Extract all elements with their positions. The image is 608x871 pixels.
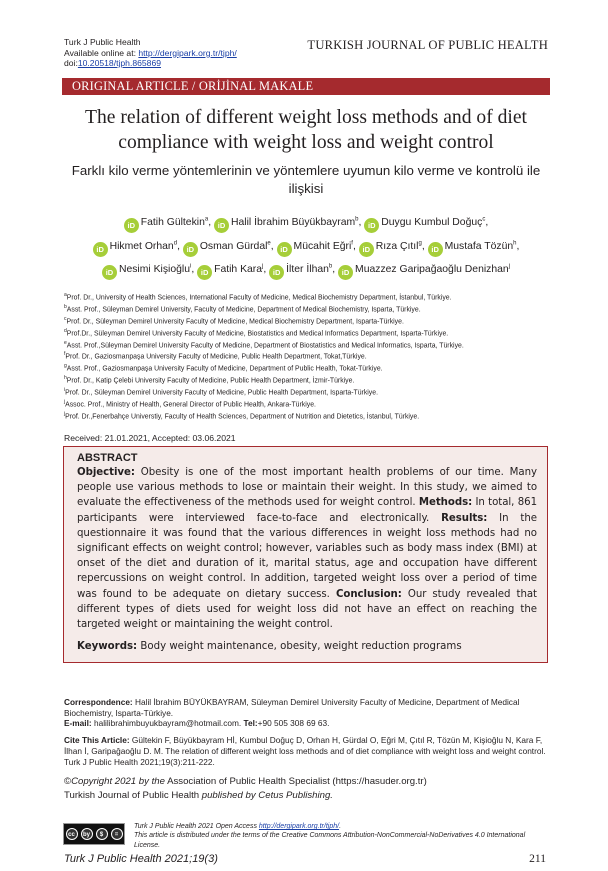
author-separator: , bbox=[516, 240, 520, 252]
orcid-icon[interactable]: iD bbox=[93, 242, 108, 257]
orcid-icon[interactable]: iD bbox=[124, 218, 139, 233]
author-separator: , bbox=[263, 264, 267, 276]
cc-license-badge[interactable] bbox=[63, 823, 125, 845]
journal-short-name: Turk J Public Health bbox=[64, 37, 141, 47]
author-name: Duygu Kumbul Doğuç bbox=[381, 217, 483, 229]
author-affiliation-mark: j bbox=[262, 263, 264, 270]
affiliations bbox=[64, 291, 548, 422]
abstract-box bbox=[63, 446, 548, 663]
keywords: Keywords: Body weight maintenance, obesity, weight reduction programs bbox=[77, 641, 462, 653]
author-affiliation-mark: b bbox=[328, 263, 333, 270]
author-name: Mustafa Tözün bbox=[444, 240, 514, 252]
article-title: The relation of different weight loss methods and of diet compliance with weight loss and weight control bbox=[84, 107, 528, 153]
author-affiliation-mark: c bbox=[482, 217, 486, 223]
author-separator: , bbox=[358, 217, 362, 229]
doi-link[interactable]: 10.20518/tjph.865869 bbox=[77, 58, 162, 69]
author-name: Mücahit Eğri bbox=[293, 240, 352, 252]
orcid-icon[interactable]: iD bbox=[364, 218, 379, 233]
affiliation-item: $^d$Prof.Dr., Süleyman Demirel University Faculty of Medicine, Biostatistics and Medical Informatics Department, Isparta-Türkiye. bbox=[64, 327, 449, 337]
noncommercial-icon: $ bbox=[96, 828, 108, 840]
orcid-icon[interactable]: iD bbox=[277, 242, 292, 257]
affiliation-item: $^c$Prof. Dr., Süleyman Demirel University Faculty of Medicine, Medical Biochemistry Department, Isparta-Türkiye. bbox=[64, 315, 404, 326]
noderivs-icon: = bbox=[111, 828, 123, 840]
author-name: Nesimi Kişioğlu bbox=[118, 264, 190, 276]
affiliation-item: $^g$Asst. Prof., Gaziosmanpaşa University Faculty of Medicine, Department of Public Health, Tokat-Türkiye. bbox=[64, 363, 383, 373]
orcid-icon[interactable]: iD bbox=[338, 265, 353, 280]
affiliation-item: $^i$Prof. Dr., Süleyman Demirel University Faculty of Medicine, Public Health Department, Isparta-Türkiye. bbox=[64, 387, 378, 397]
author-name: Fatih Gültekin bbox=[140, 217, 205, 229]
journal-info bbox=[64, 37, 237, 69]
author-name: Fatih Kara bbox=[214, 264, 263, 276]
author-separator: , bbox=[485, 217, 489, 229]
author bbox=[197, 263, 267, 278]
contact: E-mail: halilibrahimbuyukbayram@hotmail.com. Tel:+90 505 308 69 63. bbox=[64, 718, 330, 729]
affiliation-item: $^f$Prof. Dr., Gaziosmanpaşa University Faculty of Medicine, Public Health Department, Tokat,Türkiye. bbox=[64, 351, 367, 361]
cite-this-article: Cite This Article: Gültekin F, Büyükbayram Hİ, Kumbul Doğuç D, Orhan H, Gürdal O, Eğri M, Çıtıl R, Tözün M, Kişioğlu N, Kara F, İlhan İ, Garipağaoğlu D. M. The relation of different weight loss methods and of diet compliance with weight loss and weight control. Turk J Public Health 2021;19(3):211-222. bbox=[64, 735, 546, 767]
page-number: 211 bbox=[529, 853, 546, 865]
orcid-icon[interactable]: iD bbox=[183, 242, 198, 257]
author bbox=[93, 241, 180, 252]
author-list bbox=[62, 210, 550, 280]
orcid-icon[interactable]: iD bbox=[359, 242, 374, 257]
author bbox=[359, 241, 425, 252]
license-text: Turk J Public Health 2021 Open Access http://dergipark.org.tr/tjph/. This article is distributed under the terms of the Creative Commons Attribution-NonCommercial-NoDerivatives 4.0 International License. bbox=[134, 823, 526, 849]
copyright-line: ©Copyright 2021 by the Association of Public Health Specialist (https://hasuder.org.tr) bbox=[64, 776, 427, 787]
author-separator: , bbox=[208, 217, 212, 229]
orcid-icon[interactable]: iD bbox=[269, 265, 284, 280]
publisher-line: Turkish Journal of Public Health published by Cetus Publishing. bbox=[64, 789, 333, 801]
journal-name: TURKISH JOURNAL OF PUBLIC HEALTH bbox=[307, 38, 548, 52]
author bbox=[277, 241, 356, 252]
doi: doi:10.20518/tjph.865869 bbox=[64, 58, 162, 69]
author-affiliation-mark: i bbox=[189, 263, 192, 270]
received-dates: Received: 21.01.2021, Accepted: 03.06.2021 bbox=[64, 433, 236, 443]
author-affiliation-mark: h bbox=[513, 240, 517, 247]
abstract-text: Objective: Obesity is one of the most important health problems of our time. Many people use various methods to lose or maintain their weight. In this study, we aimed to evaluate the effectiveness of the methods used for weight control. Methods: In total, 861 participants were interviewed face-to-face and electronically. Results: In the questionnaire it was found that the various differences in weight loss methods had no significant effects on weight control; however, variables such as body mass index (BMI) at onset of the diet and duration of it, marital status, age and occupation have different repercussions on weight control. In addition, targeted weight loss over a period of time was found to be adequate on dietary success. Conclusion: Our study revealed that different types of diets used for weight loss did not have an effect on reaching the targeted weight or maintaining the weight control. bbox=[77, 467, 537, 631]
copyright-block bbox=[64, 775, 548, 802]
author-separator: , bbox=[332, 264, 336, 276]
author-separator: , bbox=[191, 264, 195, 276]
correspondence: Correspondence: Halil İbrahim BÜYÜKBAYRAM, Süleyman Demirel University Faculty of Medicine, Department of Medical Biochemistry, Isparta-Türkiye. bbox=[64, 697, 520, 718]
affiliation-item: $^j$Prof. Dr.,Fenerbahçe Universtiy, Faculty of Health Sciences, Department of Nutrition and Dietetics, İstanbul, Türkiye. bbox=[64, 410, 420, 421]
author bbox=[214, 217, 362, 231]
footer-citation: Turk J Public Health 2021;19(3) bbox=[64, 853, 218, 865]
correspondence-block bbox=[64, 697, 548, 767]
affiliation-item: $^b$Asst. Prof., Süleyman Demirel University, Faculty of Medicine, Department of Medical Biochemistry, Isparta, Türkiye. bbox=[64, 303, 421, 314]
author-affiliation-mark: f bbox=[351, 240, 353, 247]
article-subtitle: Farklı kilo verme yöntemlerinin ve yöntemlere uyumun kilo verme ve kontrolü ile ilişkisi bbox=[71, 163, 541, 196]
orcid-icon[interactable]: iD bbox=[197, 265, 212, 280]
author bbox=[124, 217, 212, 231]
author-affiliation-mark: e bbox=[267, 240, 271, 247]
author bbox=[338, 263, 511, 278]
orcid-icon[interactable]: iD bbox=[214, 218, 229, 233]
author-name: Rıza Çıtıl bbox=[375, 240, 419, 252]
author-name: İlter İlhan bbox=[286, 264, 329, 276]
cc-icon: cc bbox=[66, 828, 78, 840]
orcid-icon[interactable]: iD bbox=[102, 265, 117, 280]
by-icon: by bbox=[81, 828, 93, 840]
affiliation-item: $^e$Asst. Prof.,Süleyman Demirel University Faculty of Medicine, Department of Biostatistics and Medical Informatics, Isparta, Türkiye. bbox=[64, 339, 464, 349]
author bbox=[183, 241, 274, 252]
author-name: Halil İbrahim Büyükbayram bbox=[230, 217, 356, 229]
author bbox=[428, 241, 520, 252]
available-online: Available online at: http://dergipark.org.tr/tjph/ bbox=[64, 47, 237, 58]
license-journal-link[interactable]: http://dergipark.org.tr/tjph/ bbox=[258, 823, 340, 830]
author-separator: , bbox=[270, 240, 274, 252]
author-name: Muazzez Garipağaoğlu Denizhan bbox=[355, 264, 509, 276]
author bbox=[102, 263, 195, 278]
author-name: Hikmet Orhan bbox=[109, 240, 174, 252]
author bbox=[364, 217, 489, 231]
email[interactable]: halilibrahimbuyukbayram@hotmail.com. bbox=[91, 718, 242, 729]
affiliation-item: $^h$Prof. Dr., Katip Çelebi University Faculty of Medicine, Public Health Department, İzmir-Türkiye. bbox=[64, 375, 355, 385]
author-separator: , bbox=[421, 240, 425, 252]
author-affiliation-mark: a bbox=[204, 217, 209, 223]
author-separator: , bbox=[352, 240, 356, 252]
author-name: Osman Gürdal bbox=[199, 240, 268, 252]
author-affiliation-mark: g bbox=[418, 240, 422, 247]
affiliation-item: $^j$Assoc. Prof., Ministry of Health, General Director of Public Health, Ankara-Türkiye. bbox=[64, 399, 316, 409]
author-affiliation-mark: d bbox=[173, 240, 178, 247]
journal-url-link[interactable]: http://dergipark.org.tr/tjph/ bbox=[138, 47, 237, 58]
orcid-icon[interactable]: iD bbox=[428, 242, 443, 257]
author-affiliation-mark: j bbox=[508, 263, 511, 270]
author-separator: , bbox=[177, 240, 180, 252]
author bbox=[269, 263, 336, 278]
article-type-banner: ORIGINAL ARTICLE / ORİJİNAL MAKALE bbox=[62, 78, 550, 95]
author-affiliation-mark: b bbox=[355, 217, 359, 223]
abstract-heading: ABSTRACT bbox=[77, 452, 138, 464]
affiliation-item: $^a$Prof. Dr., University of Health Sciences, International Faculty of Medicine, Medical Biochemistry Department, İstanbul, Türkiye. bbox=[64, 292, 452, 302]
